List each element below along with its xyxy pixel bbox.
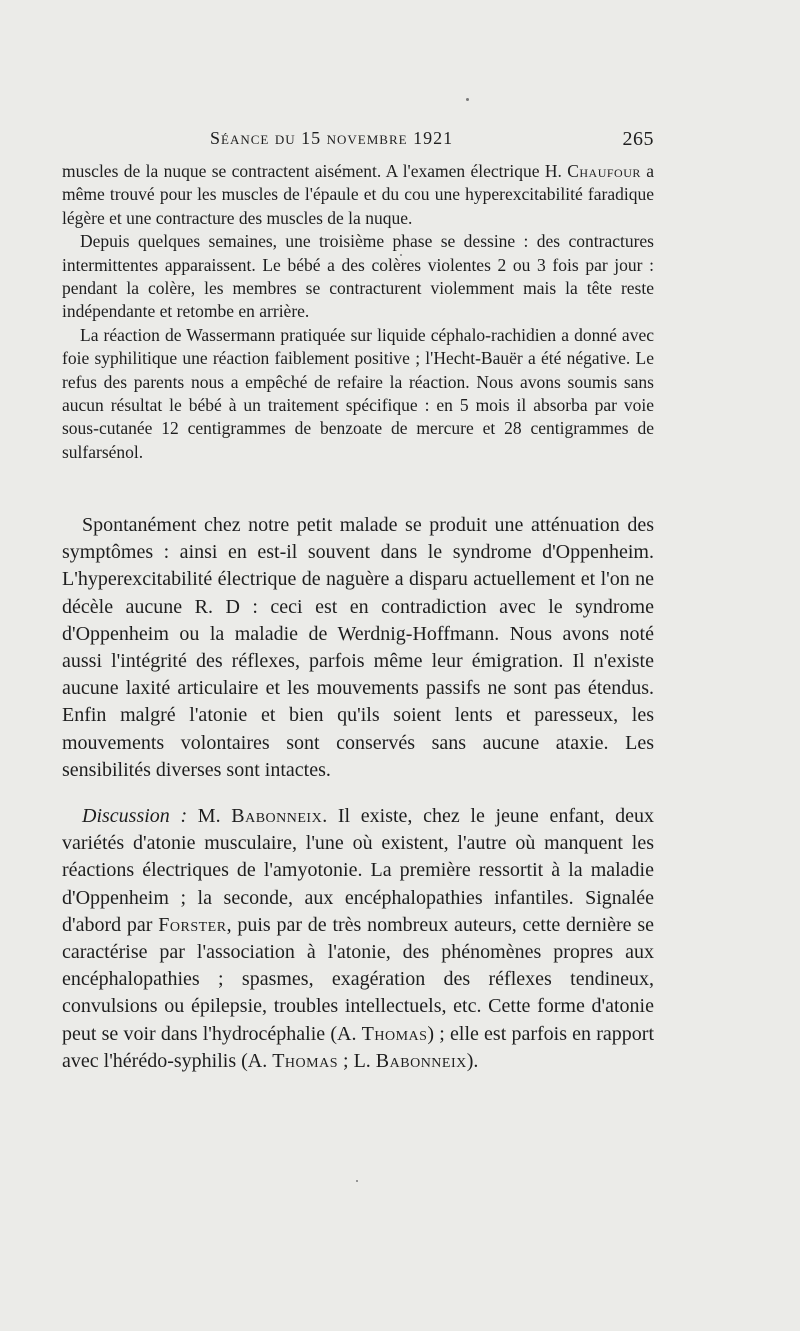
- paragraph: muscles de la nuque se contractent aisément. A l'examen électrique H. Chaufour a même trouvé pour les muscles de l'épaule et du cou une hyperexcitabilité faradique légère et une contracture des muscles de la nuque.: [62, 161, 654, 228]
- paragraph: La réaction de Wassermann pratiquée sur liquide céphalo-rachidien a donné avec foie syphilitique une réaction faiblement positive ; l'Hecht-Bauër a été négative. Le refus des parents nous a empêché de refaire la réaction. Nous avons soumis sans aucun résultat le bébé à un traitement spécifique : en 5 mois il absorba par voie sous-cutanée 12 centigrammes de benzoate de mercure et 28 centigrammes de sulfarsénol.: [62, 324, 654, 462]
- ink-speck: [466, 98, 469, 101]
- paragraph: Spontanément chez notre petit malade se produit une atténuation des symptômes : ainsi en est-il souvent dans le syndrome d'Oppenheim. L'hyperexcitabilité électrique de naguère a disparu actuellement et l'on ne décèle aucune R. D : ceci est en contradiction avec le syndrome d'Oppenheim ou la maladie de Werdnig-Hoffmann. Nous avons noté aussi l'intégrité des réflexes, parfois même leur émigration. Il n'existe aucune laxité articulaire et les mouvements passifs ne sont pas étendus. Enfin malgré l'atonie et bien qu'ils soient lents et paresseux, les mouvements volontaires sont conservés sans aucune ataxie. Les sensibilités diverses sont intactes.: [62, 514, 654, 781]
- author-name: Babonneix: [231, 805, 323, 828]
- page-header: [62, 128, 654, 158]
- paragraph: Depuis quelques semaines, une troisième phase se dessine : des contractures intermittentes apparaissent. Le bébé a des colères violentes 2 ou 3 fois par jour : pendant la colère, les membres se contracturent violemment mais la tête reste indépendante et retombe en arrière.: [62, 231, 654, 322]
- discussion-paragraph: Discussion : M. Babonneix. Il existe, chez le jeune enfant, deux variétés d'atonie musculaire, l'une où existent, l'autre où manquent les réactions électriques de l'amyotonie. La première ressortit à la maladie d'Oppenheim ; la seconde, aux encéphalopathies infantiles. Signalée d'abord par Forster, puis par de très nombreux auteurs, cette dernière se caractérise par l'association à l'atonie, des phénomènes propres aux encéphalopathies ; spasmes, exagération des réflexes tendineux, convulsions ou épilepsie, troubles intellectuels, etc. Cette forme d'atonie peut se voir dans l'hydrocéphalie (A. Thomas) ; elle est parfois en rapport avec l'hérédo-syphilis (A. Thomas ; L. Babonneix).: [62, 805, 655, 1072]
- ink-speck: [356, 1180, 358, 1182]
- author-name: Chaufour: [567, 161, 641, 181]
- running-title: Séance du 15 novembre 1921: [210, 128, 454, 148]
- main-text: [62, 512, 654, 1075]
- discussion-label: Discussion :: [82, 805, 188, 828]
- case-report-text: [62, 160, 654, 464]
- author-name: Forster: [158, 913, 227, 936]
- page-number: 265: [622, 128, 654, 150]
- author-name: Thomas: [272, 1049, 339, 1072]
- author-name: Babonneix: [375, 1049, 467, 1072]
- author-name: Thomas: [361, 1022, 428, 1045]
